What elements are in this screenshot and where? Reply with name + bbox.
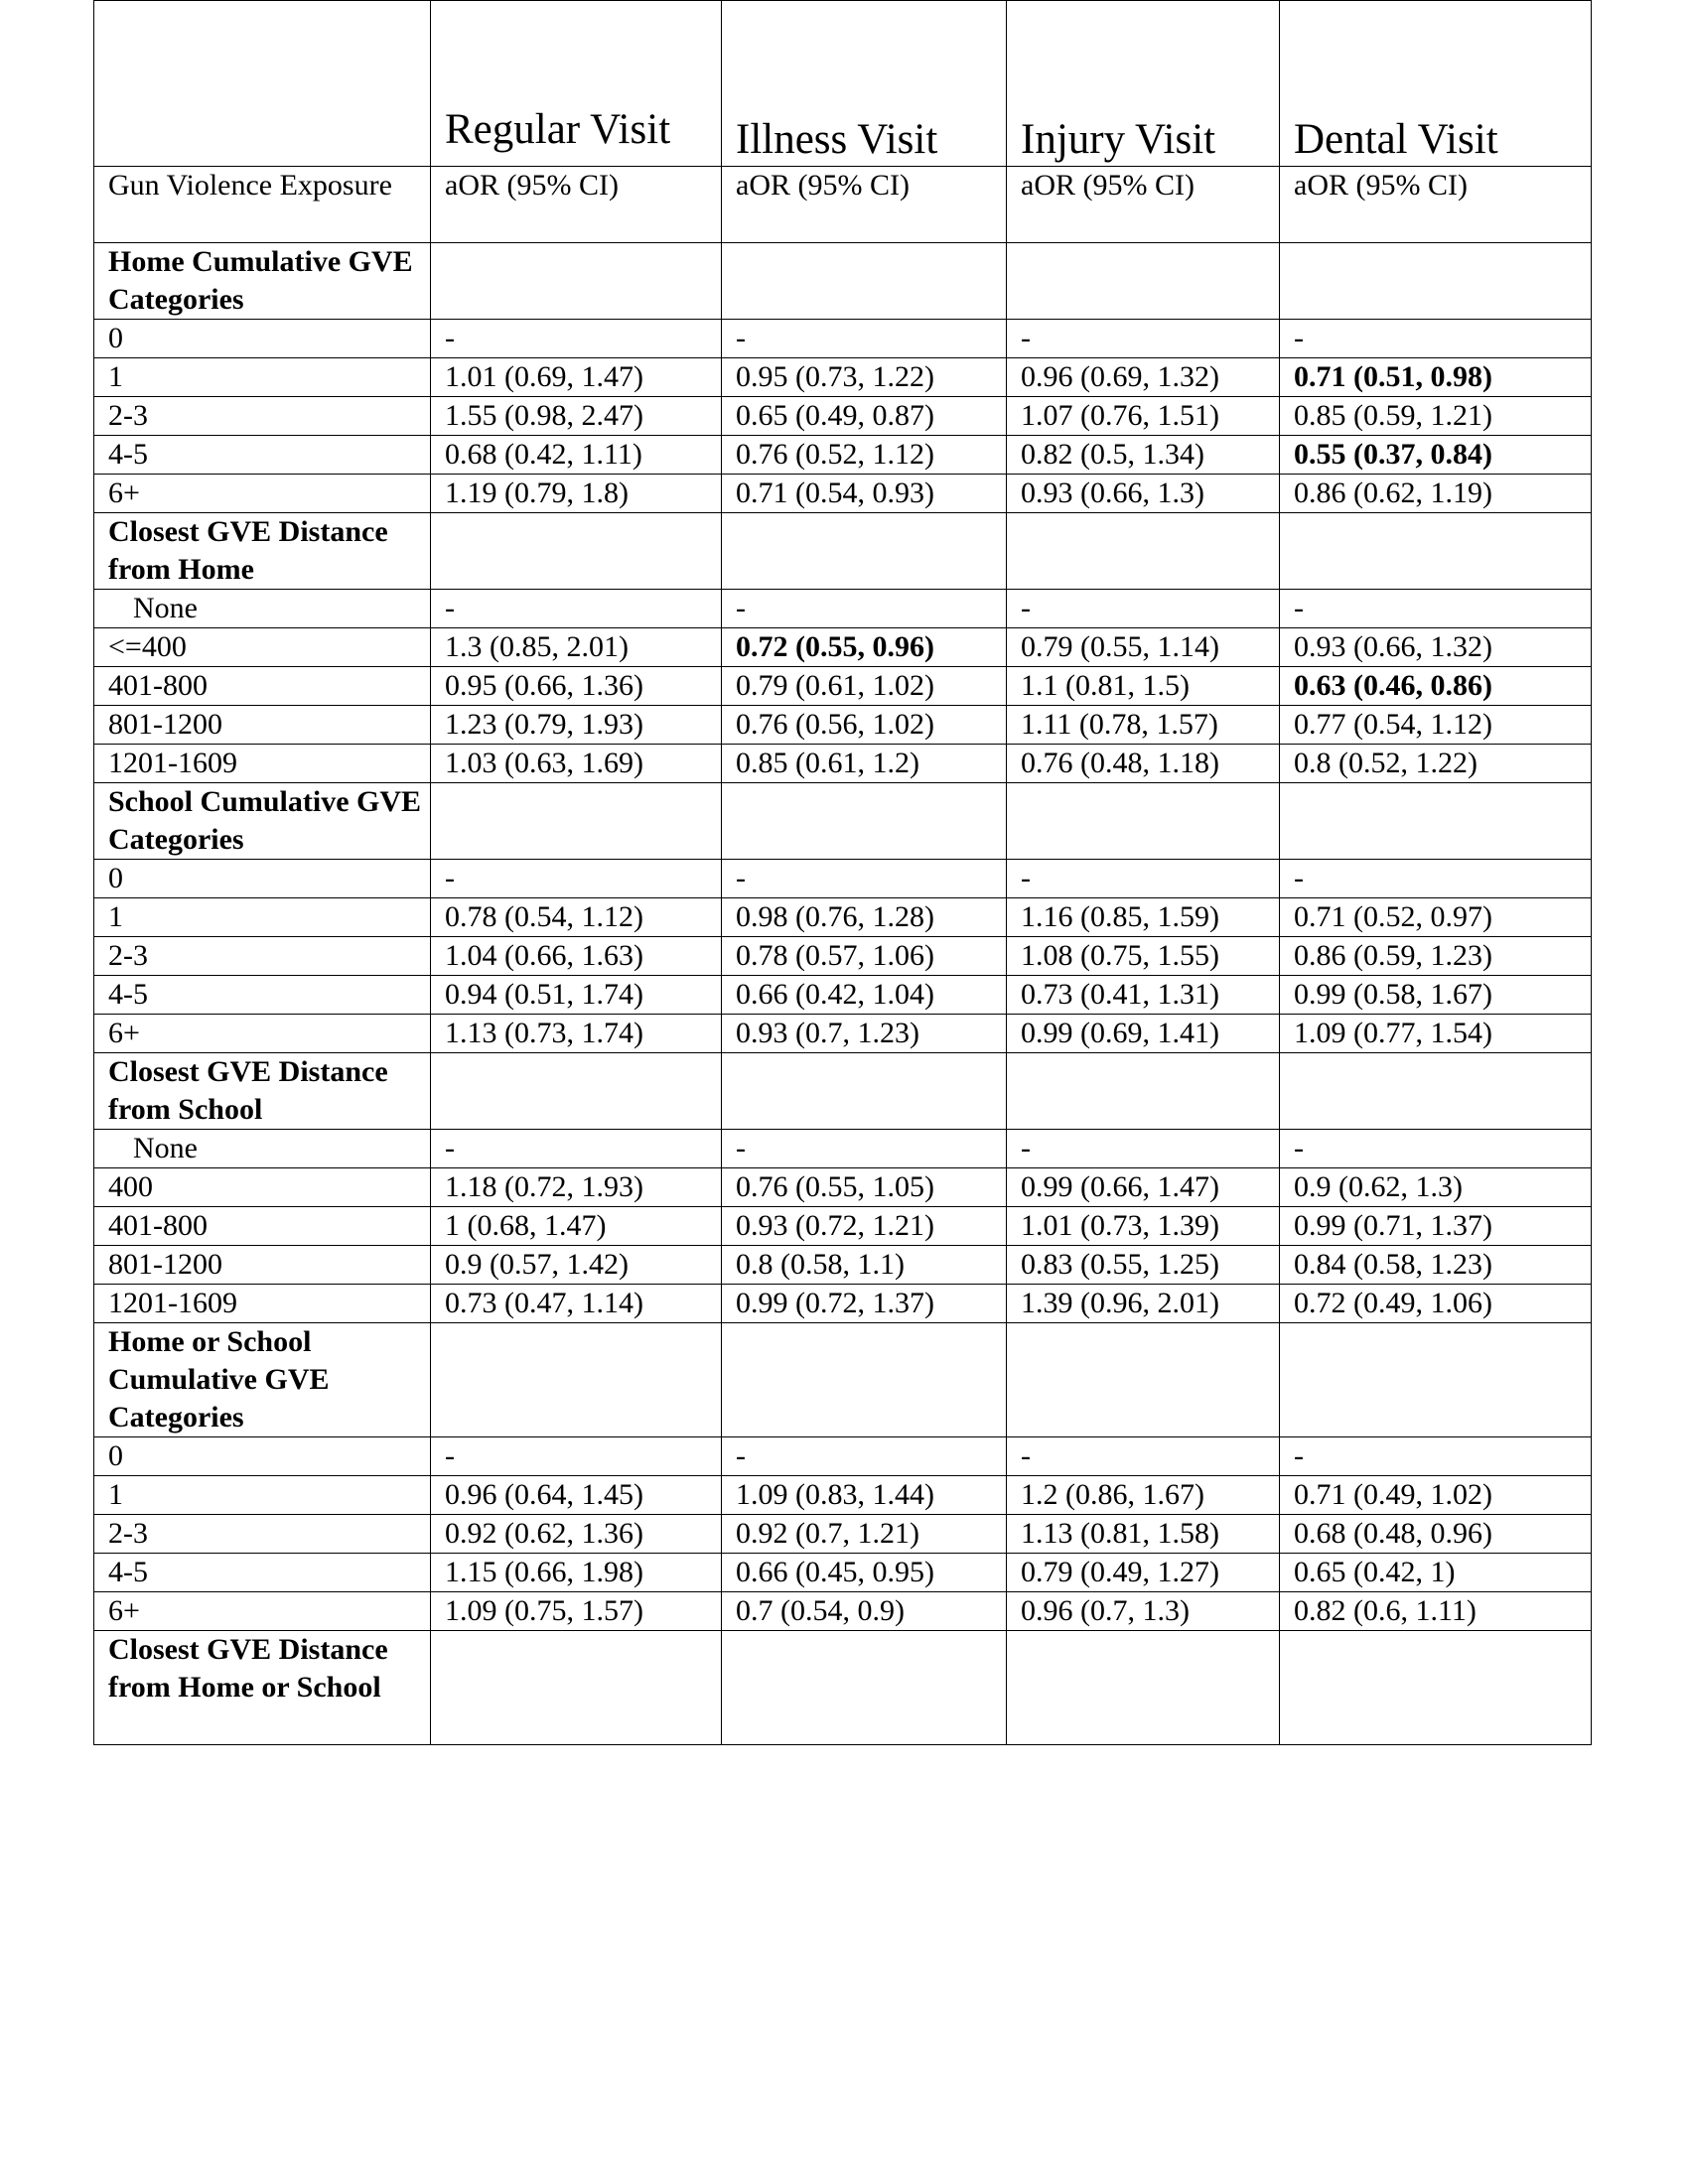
value-cell-dental: 0.55 (0.37, 0.84): [1280, 436, 1592, 475]
value-cell-illness: 0.76 (0.55, 1.05): [722, 1168, 1007, 1207]
value-cell-injury: -: [1007, 1437, 1280, 1476]
subheader-injury: aOR (95% CI): [1007, 167, 1280, 243]
value-cell-dental: -: [1280, 1437, 1592, 1476]
table-row: [94, 1246, 1592, 1285]
row-label: 1201-1609: [94, 745, 431, 783]
section-empty-cell: [431, 513, 722, 590]
section-empty-cell: [431, 1631, 722, 1745]
value-cell-illness: -: [722, 590, 1007, 628]
section-empty-cell: [722, 783, 1007, 860]
value-cell-regular: 0.73 (0.47, 1.14): [431, 1285, 722, 1323]
row-label: 0: [94, 1437, 431, 1476]
value-cell-regular: 1.55 (0.98, 2.47): [431, 397, 722, 436]
value-cell-dental: 0.72 (0.49, 1.06): [1280, 1285, 1592, 1323]
value-cell-regular: 1.18 (0.72, 1.93): [431, 1168, 722, 1207]
subheader-exposure: Gun Violence Exposure: [94, 167, 431, 243]
value-cell-dental: 0.85 (0.59, 1.21): [1280, 397, 1592, 436]
section-row: [94, 513, 1592, 590]
row-label: 400: [94, 1168, 431, 1207]
odds-ratio-table: [93, 0, 1592, 1745]
table-row: [94, 1476, 1592, 1515]
row-label: 1: [94, 898, 431, 937]
value-cell-regular: 0.92 (0.62, 1.36): [431, 1515, 722, 1554]
value-cell-regular: 0.96 (0.64, 1.45): [431, 1476, 722, 1515]
value-cell-illness: 0.79 (0.61, 1.02): [722, 667, 1007, 706]
value-cell-illness: -: [722, 1130, 1007, 1168]
table-row: [94, 937, 1592, 976]
section-row: [94, 783, 1592, 860]
value-cell-injury: 1.11 (0.78, 1.57): [1007, 706, 1280, 745]
table-row: [94, 1015, 1592, 1053]
table-row: [94, 1168, 1592, 1207]
subheader-row: [94, 167, 1592, 243]
subheader-dental: aOR (95% CI): [1280, 167, 1592, 243]
section-row: [94, 243, 1592, 320]
value-cell-dental: 0.93 (0.66, 1.32): [1280, 628, 1592, 667]
value-cell-illness: 0.72 (0.55, 0.96): [722, 628, 1007, 667]
row-label: <=400: [94, 628, 431, 667]
value-cell-dental: 0.86 (0.59, 1.23): [1280, 937, 1592, 976]
value-cell-regular: 1.01 (0.69, 1.47): [431, 358, 722, 397]
value-cell-injury: 1.39 (0.96, 2.01): [1007, 1285, 1280, 1323]
row-label: 401-800: [94, 667, 431, 706]
value-cell-illness: 0.76 (0.56, 1.02): [722, 706, 1007, 745]
table-row: [94, 358, 1592, 397]
value-cell-dental: 0.9 (0.62, 1.3): [1280, 1168, 1592, 1207]
value-cell-illness: 0.66 (0.45, 0.95): [722, 1554, 1007, 1592]
section-row: [94, 1323, 1592, 1437]
value-cell-injury: 1.1 (0.81, 1.5): [1007, 667, 1280, 706]
value-cell-dental: 0.71 (0.52, 0.97): [1280, 898, 1592, 937]
section-empty-cell: [1280, 1323, 1592, 1437]
value-cell-dental: 0.8 (0.52, 1.22): [1280, 745, 1592, 783]
value-cell-dental: 0.65 (0.42, 1): [1280, 1554, 1592, 1592]
section-empty-cell: [1280, 783, 1592, 860]
value-cell-illness: 0.93 (0.72, 1.21): [722, 1207, 1007, 1246]
value-cell-injury: -: [1007, 860, 1280, 898]
value-cell-regular: 1.15 (0.66, 1.98): [431, 1554, 722, 1592]
table-row: [94, 628, 1592, 667]
section-title: School Cumulative GVE Categories: [94, 783, 431, 860]
value-cell-injury: 0.96 (0.7, 1.3): [1007, 1592, 1280, 1631]
header-dental-visit: Dental Visit: [1280, 1, 1592, 167]
row-label: 1: [94, 358, 431, 397]
row-label: 4-5: [94, 1554, 431, 1592]
value-cell-injury: 1.07 (0.76, 1.51): [1007, 397, 1280, 436]
header-injury-visit: Injury Visit: [1007, 1, 1280, 167]
section-empty-cell: [722, 513, 1007, 590]
value-cell-regular: 0.68 (0.42, 1.11): [431, 436, 722, 475]
value-cell-illness: 0.78 (0.57, 1.06): [722, 937, 1007, 976]
section-title: Closest GVE Distance from Home or School: [94, 1631, 431, 1745]
value-cell-regular: 1.04 (0.66, 1.63): [431, 937, 722, 976]
section-empty-cell: [431, 783, 722, 860]
subheader-regular: aOR (95% CI): [431, 167, 722, 243]
value-cell-dental: 0.68 (0.48, 0.96): [1280, 1515, 1592, 1554]
header-row: [94, 1, 1592, 167]
section-empty-cell: [431, 1053, 722, 1130]
row-label: 6+: [94, 1015, 431, 1053]
value-cell-regular: 1.03 (0.63, 1.69): [431, 745, 722, 783]
row-label: 2-3: [94, 937, 431, 976]
value-cell-injury: 0.79 (0.49, 1.27): [1007, 1554, 1280, 1592]
table-row: [94, 860, 1592, 898]
value-cell-illness: -: [722, 320, 1007, 358]
subheader-illness: aOR (95% CI): [722, 167, 1007, 243]
row-label: 4-5: [94, 976, 431, 1015]
value-cell-injury: 1.2 (0.86, 1.67): [1007, 1476, 1280, 1515]
value-cell-dental: 0.71 (0.49, 1.02): [1280, 1476, 1592, 1515]
value-cell-injury: 1.08 (0.75, 1.55): [1007, 937, 1280, 976]
value-cell-injury: -: [1007, 1130, 1280, 1168]
value-cell-illness: 0.66 (0.42, 1.04): [722, 976, 1007, 1015]
value-cell-illness: 0.76 (0.52, 1.12): [722, 436, 1007, 475]
value-cell-dental: -: [1280, 860, 1592, 898]
section-title: Closest GVE Distance from School: [94, 1053, 431, 1130]
row-label: 6+: [94, 475, 431, 513]
value-cell-illness: -: [722, 860, 1007, 898]
section-empty-cell: [431, 1323, 722, 1437]
table-row: [94, 1554, 1592, 1592]
value-cell-dental: 0.63 (0.46, 0.86): [1280, 667, 1592, 706]
table-row: [94, 436, 1592, 475]
value-cell-injury: 1.13 (0.81, 1.58): [1007, 1515, 1280, 1554]
row-label: 6+: [94, 1592, 431, 1631]
section-empty-cell: [1280, 513, 1592, 590]
table-row: [94, 745, 1592, 783]
section-empty-cell: [1007, 783, 1280, 860]
value-cell-regular: 1.23 (0.79, 1.93): [431, 706, 722, 745]
value-cell-dental: 0.84 (0.58, 1.23): [1280, 1246, 1592, 1285]
header-regular-visit: Regular Visit: [431, 1, 722, 167]
value-cell-dental: 0.99 (0.71, 1.37): [1280, 1207, 1592, 1246]
value-cell-injury: 0.76 (0.48, 1.18): [1007, 745, 1280, 783]
section-empty-cell: [431, 243, 722, 320]
value-cell-injury: 0.96 (0.69, 1.32): [1007, 358, 1280, 397]
value-cell-regular: -: [431, 1437, 722, 1476]
value-cell-regular: 1 (0.68, 1.47): [431, 1207, 722, 1246]
table-row: [94, 1437, 1592, 1476]
value-cell-injury: 0.83 (0.55, 1.25): [1007, 1246, 1280, 1285]
table-row: [94, 1130, 1592, 1168]
section-empty-cell: [1007, 1631, 1280, 1745]
row-label: 2-3: [94, 397, 431, 436]
row-label: 1: [94, 1476, 431, 1515]
value-cell-injury: 0.99 (0.66, 1.47): [1007, 1168, 1280, 1207]
row-label: 801-1200: [94, 1246, 431, 1285]
value-cell-dental: 1.09 (0.77, 1.54): [1280, 1015, 1592, 1053]
value-cell-regular: 0.95 (0.66, 1.36): [431, 667, 722, 706]
value-cell-regular: 1.19 (0.79, 1.8): [431, 475, 722, 513]
value-cell-illness: 0.95 (0.73, 1.22): [722, 358, 1007, 397]
value-cell-illness: 0.85 (0.61, 1.2): [722, 745, 1007, 783]
section-empty-cell: [722, 243, 1007, 320]
value-cell-illness: 0.71 (0.54, 0.93): [722, 475, 1007, 513]
value-cell-illness: 1.09 (0.83, 1.44): [722, 1476, 1007, 1515]
value-cell-injury: 1.16 (0.85, 1.59): [1007, 898, 1280, 937]
row-label: 0: [94, 860, 431, 898]
header-illness-visit: Illness Visit: [722, 1, 1007, 167]
section-empty-cell: [1007, 243, 1280, 320]
row-label: 401-800: [94, 1207, 431, 1246]
section-title: Home or School Cumulative GVE Categories: [94, 1323, 431, 1437]
section-empty-cell: [722, 1053, 1007, 1130]
table-row: [94, 898, 1592, 937]
section-row: [94, 1631, 1592, 1745]
value-cell-regular: 1.13 (0.73, 1.74): [431, 1015, 722, 1053]
value-cell-injury: 1.01 (0.73, 1.39): [1007, 1207, 1280, 1246]
section-empty-cell: [1007, 1323, 1280, 1437]
value-cell-illness: 0.92 (0.7, 1.21): [722, 1515, 1007, 1554]
section-empty-cell: [1280, 1053, 1592, 1130]
section-empty-cell: [1007, 513, 1280, 590]
table-row: [94, 706, 1592, 745]
table-row: [94, 397, 1592, 436]
value-cell-regular: -: [431, 320, 722, 358]
value-cell-injury: 0.99 (0.69, 1.41): [1007, 1015, 1280, 1053]
table-row: [94, 976, 1592, 1015]
value-cell-dental: -: [1280, 590, 1592, 628]
table-row: [94, 1592, 1592, 1631]
section-empty-cell: [1280, 243, 1592, 320]
section-title: Closest GVE Distance from Home: [94, 513, 431, 590]
row-label: 4-5: [94, 436, 431, 475]
value-cell-regular: -: [431, 860, 722, 898]
value-cell-regular: -: [431, 1130, 722, 1168]
value-cell-injury: 0.82 (0.5, 1.34): [1007, 436, 1280, 475]
section-empty-cell: [1007, 1053, 1280, 1130]
value-cell-injury: -: [1007, 590, 1280, 628]
row-label: 801-1200: [94, 706, 431, 745]
table-row: [94, 1207, 1592, 1246]
value-cell-regular: 0.94 (0.51, 1.74): [431, 976, 722, 1015]
value-cell-regular: 1.09 (0.75, 1.57): [431, 1592, 722, 1631]
table-row: [94, 1515, 1592, 1554]
table-row: [94, 1285, 1592, 1323]
value-cell-regular: 0.78 (0.54, 1.12): [431, 898, 722, 937]
value-cell-dental: 0.86 (0.62, 1.19): [1280, 475, 1592, 513]
value-cell-illness: 0.93 (0.7, 1.23): [722, 1015, 1007, 1053]
section-empty-cell: [1280, 1631, 1592, 1745]
value-cell-dental: 0.82 (0.6, 1.11): [1280, 1592, 1592, 1631]
value-cell-regular: -: [431, 590, 722, 628]
value-cell-regular: 1.3 (0.85, 2.01): [431, 628, 722, 667]
table-row: [94, 320, 1592, 358]
value-cell-dental: 0.99 (0.58, 1.67): [1280, 976, 1592, 1015]
row-label: 1201-1609: [94, 1285, 431, 1323]
value-cell-injury: 0.73 (0.41, 1.31): [1007, 976, 1280, 1015]
section-row: [94, 1053, 1592, 1130]
table-body: [94, 1, 1592, 1745]
value-cell-illness: -: [722, 1437, 1007, 1476]
value-cell-injury: -: [1007, 320, 1280, 358]
value-cell-illness: 0.99 (0.72, 1.37): [722, 1285, 1007, 1323]
value-cell-regular: 0.9 (0.57, 1.42): [431, 1246, 722, 1285]
table-row: [94, 590, 1592, 628]
value-cell-illness: 0.65 (0.49, 0.87): [722, 397, 1007, 436]
value-cell-dental: -: [1280, 320, 1592, 358]
header-cell-corner: [94, 1, 431, 167]
table-row: [94, 475, 1592, 513]
value-cell-dental: 0.77 (0.54, 1.12): [1280, 706, 1592, 745]
row-label: None: [94, 1130, 431, 1168]
value-cell-dental: 0.71 (0.51, 0.98): [1280, 358, 1592, 397]
value-cell-illness: 0.8 (0.58, 1.1): [722, 1246, 1007, 1285]
section-empty-cell: [722, 1323, 1007, 1437]
value-cell-illness: 0.7 (0.54, 0.9): [722, 1592, 1007, 1631]
section-title: Home Cumulative GVE Categories: [94, 243, 431, 320]
value-cell-dental: -: [1280, 1130, 1592, 1168]
table-row: [94, 667, 1592, 706]
row-label: 0: [94, 320, 431, 358]
value-cell-injury: 0.79 (0.55, 1.14): [1007, 628, 1280, 667]
row-label: 2-3: [94, 1515, 431, 1554]
row-label: None: [94, 590, 431, 628]
value-cell-illness: 0.98 (0.76, 1.28): [722, 898, 1007, 937]
value-cell-injury: 0.93 (0.66, 1.3): [1007, 475, 1280, 513]
section-empty-cell: [722, 1631, 1007, 1745]
